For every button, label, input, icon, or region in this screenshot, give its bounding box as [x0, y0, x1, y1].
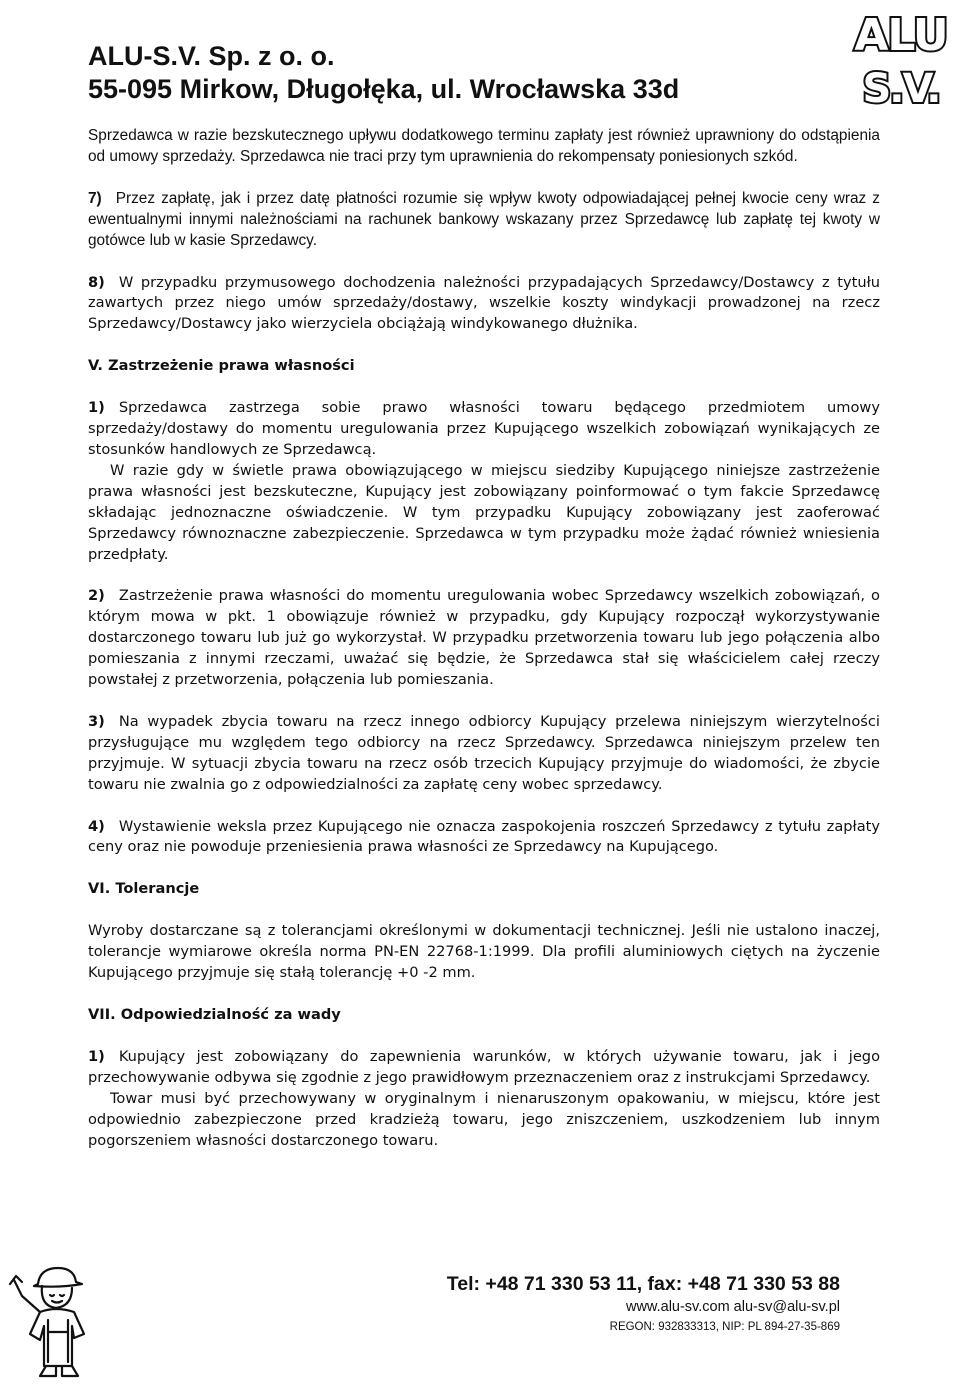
- company-address: 55-095 Mirkow, Długołęka, ul. Wrocławska 33d: [88, 74, 680, 104]
- item-text: Wystawienie weksla przez Kupującego nie oznacza zaspokojenia roszczeń Sprzedawcy z tytułu zapłaty ceny oraz nie powoduje przeniesienia prawa własności ze Sprzedawcy na Kupującego.: [88, 817, 880, 856]
- item-7: [88, 189, 880, 252]
- item-number: 8): [88, 273, 105, 291]
- item-number: 3): [88, 712, 105, 730]
- item-number: 1): [88, 399, 105, 417]
- intro-paragraph: Sprzedawca w razie bezskutecznego upływu dodatkowego terminu zapłaty jest również uprawniony do odstąpienia od umowy sprzedaży. Sprzedawca nie traci przy tym uprawnienia do rekompensaty poniesionych szkód.: [88, 127, 880, 165]
- item-text: Na wypadek zbycia towaru na rzecz innego odbiorcy Kupujący przelewa niniejszym wierzytelności przysługujące mu względem tego odbiorcy na rzecz Sprzedawcy. Sprzedawca niniejszym przelew ten przyjmuje. W sytuacji zbycia towaru na rzecz osób trzecich Kupujący przyjmuje do wiadomości, że zbycie towaru nie zwalnia go z odpowiedzialności za zapłatę ceny wobec sprzedawcy.: [88, 712, 880, 793]
- item-number: 7): [88, 189, 102, 207]
- section-v-item-3: [88, 712, 880, 796]
- item-text: W przypadku przymusowego dochodzenia należności przypadających Sprzedawcy/Dostawcy z tytułu zawartych przez niego umów sprzedaży/dostawy, wszelkie koszty windykacji prowadzonej na rzecz Sprzedawcy/Dostawcy jako wierzyciela obciążają windykowanego dłużnika.: [88, 273, 880, 333]
- worker-illustration-icon: [0, 1262, 115, 1380]
- document-body: [88, 126, 880, 1151]
- logo-text-top: ALU: [854, 10, 948, 61]
- item-number: 2): [88, 587, 105, 605]
- item-text: Zastrzeżenie prawa własności do momentu uregulowania wobec Sprzedawcy wszelkich zobowiązań, o którym mowa w pkt. 1 obowiązuje również w przypadku, gdy Kupujący rozpoczął wykorzystywanie dostarczonego towaru lub już go wykorzystał. W przypadku przetworzenia towaru lub jego połączenia albo pomieszania z innymi rzeczami, uważać się będzie, że Sprzedawca stał się właścicielem całej rzeczy powstałej z przetworzenia, połączenia lub pomieszania.: [88, 587, 880, 689]
- alu-sv-logo: [846, 4, 956, 107]
- section-vii-item-1-continued: Towar musi być przechowywany w oryginalnym i nienaruszonym opakowaniu, w miejscu, które jest odpowiednio zabezpieczone przed kradzieżą towaru, jego zniszczeniem, uszkodzeniem lub innym pogorszeniem własności dostarczonego towaru.: [88, 1089, 880, 1149]
- logo-text-bottom: S.V.: [862, 66, 940, 107]
- item-number: 4): [88, 817, 105, 835]
- section-v-item-1-continued: W razie gdy w świetle prawa obowiązującego w miejscu siedziby Kupującego niniejsze zastrzeżenie prawa własności jest bezskuteczne, Kupujący jest zobowiązany poinformować o tym fakcie Sprzedawcę składając jednoznaczne oświadczenie. W tym przypadku Kupujący zobowiązany jest zaoferować Sprzedawcy równoznaczne zabezpieczenie. Sprzedawca w tym przypadku może żądać również wniesienia przedpłaty.: [88, 461, 880, 563]
- item-text: Przez zapłatę, jak i przez datę płatności rozumie się wpływ kwoty odpowiadającej pełnej kwocie ceny wraz z ewentualnymi innymi należnościami na rachunek bankowy wskazany przez Sprzedawcę lub zapłatę tej kwoty w gotówce lub w kasie Sprzedawcy.: [88, 189, 880, 249]
- section-v-item-1: [88, 398, 880, 461]
- company-name: ALU-S.V. Sp. z o. o.: [88, 41, 335, 71]
- footer-contact: [340, 1272, 840, 1335]
- section-vii-item-1: [88, 1047, 880, 1089]
- item-text: Kupujący jest zobowiązany do zapewnienia warunków, w których używanie towaru, jak i jego przechowywanie odbywa się zgodnie z jego prawidłowym przeznaczeniem oraz z instrukcjami Sprzedawcy.: [88, 1047, 880, 1086]
- item-8: [88, 273, 880, 336]
- section-heading-vii: VII. Odpowiedzialność za wady: [88, 1006, 341, 1023]
- footer-web-email[interactable]: www.alu-sv.com alu-sv@alu-sv.pl: [625, 1299, 840, 1315]
- section-v-item-2: [88, 586, 880, 691]
- item-text: Sprzedawca zastrzega sobie prawo własności towaru będącego przedmiotem umowy sprzedaży/dostawy do momentu uregulowania przez Kupującego wszelkich zobowiązań wynikających ze stosunków handlowych ze Sprzedawcą.: [88, 399, 880, 458]
- section-v-item-4: [88, 817, 880, 859]
- item-number: 1): [88, 1047, 105, 1065]
- company-header: [88, 40, 679, 106]
- section-heading-vi: VI. Tolerancje: [88, 880, 200, 898]
- footer-registration: REGON: 932833313, NIP: PL 894-27-35-869: [609, 1321, 840, 1333]
- footer-phone: Tel: +48 71 330 53 11, fax: +48 71 330 53 88: [446, 1273, 840, 1295]
- section-heading-v: V. Zastrzeżenie prawa własności: [88, 357, 355, 375]
- section-vi-text: Wyroby dostarczane są z tolerancjami określonymi w dokumentacji technicznej. Jeśli nie ustalono inaczej, tolerancje wymiarowe określa norma PN-EN 22768-1:1999. Dla profili aluminiowych ciętych na życzenie Kupującego przyjmuje się stałą tolerancję +0 -2 mm.: [88, 922, 880, 982]
